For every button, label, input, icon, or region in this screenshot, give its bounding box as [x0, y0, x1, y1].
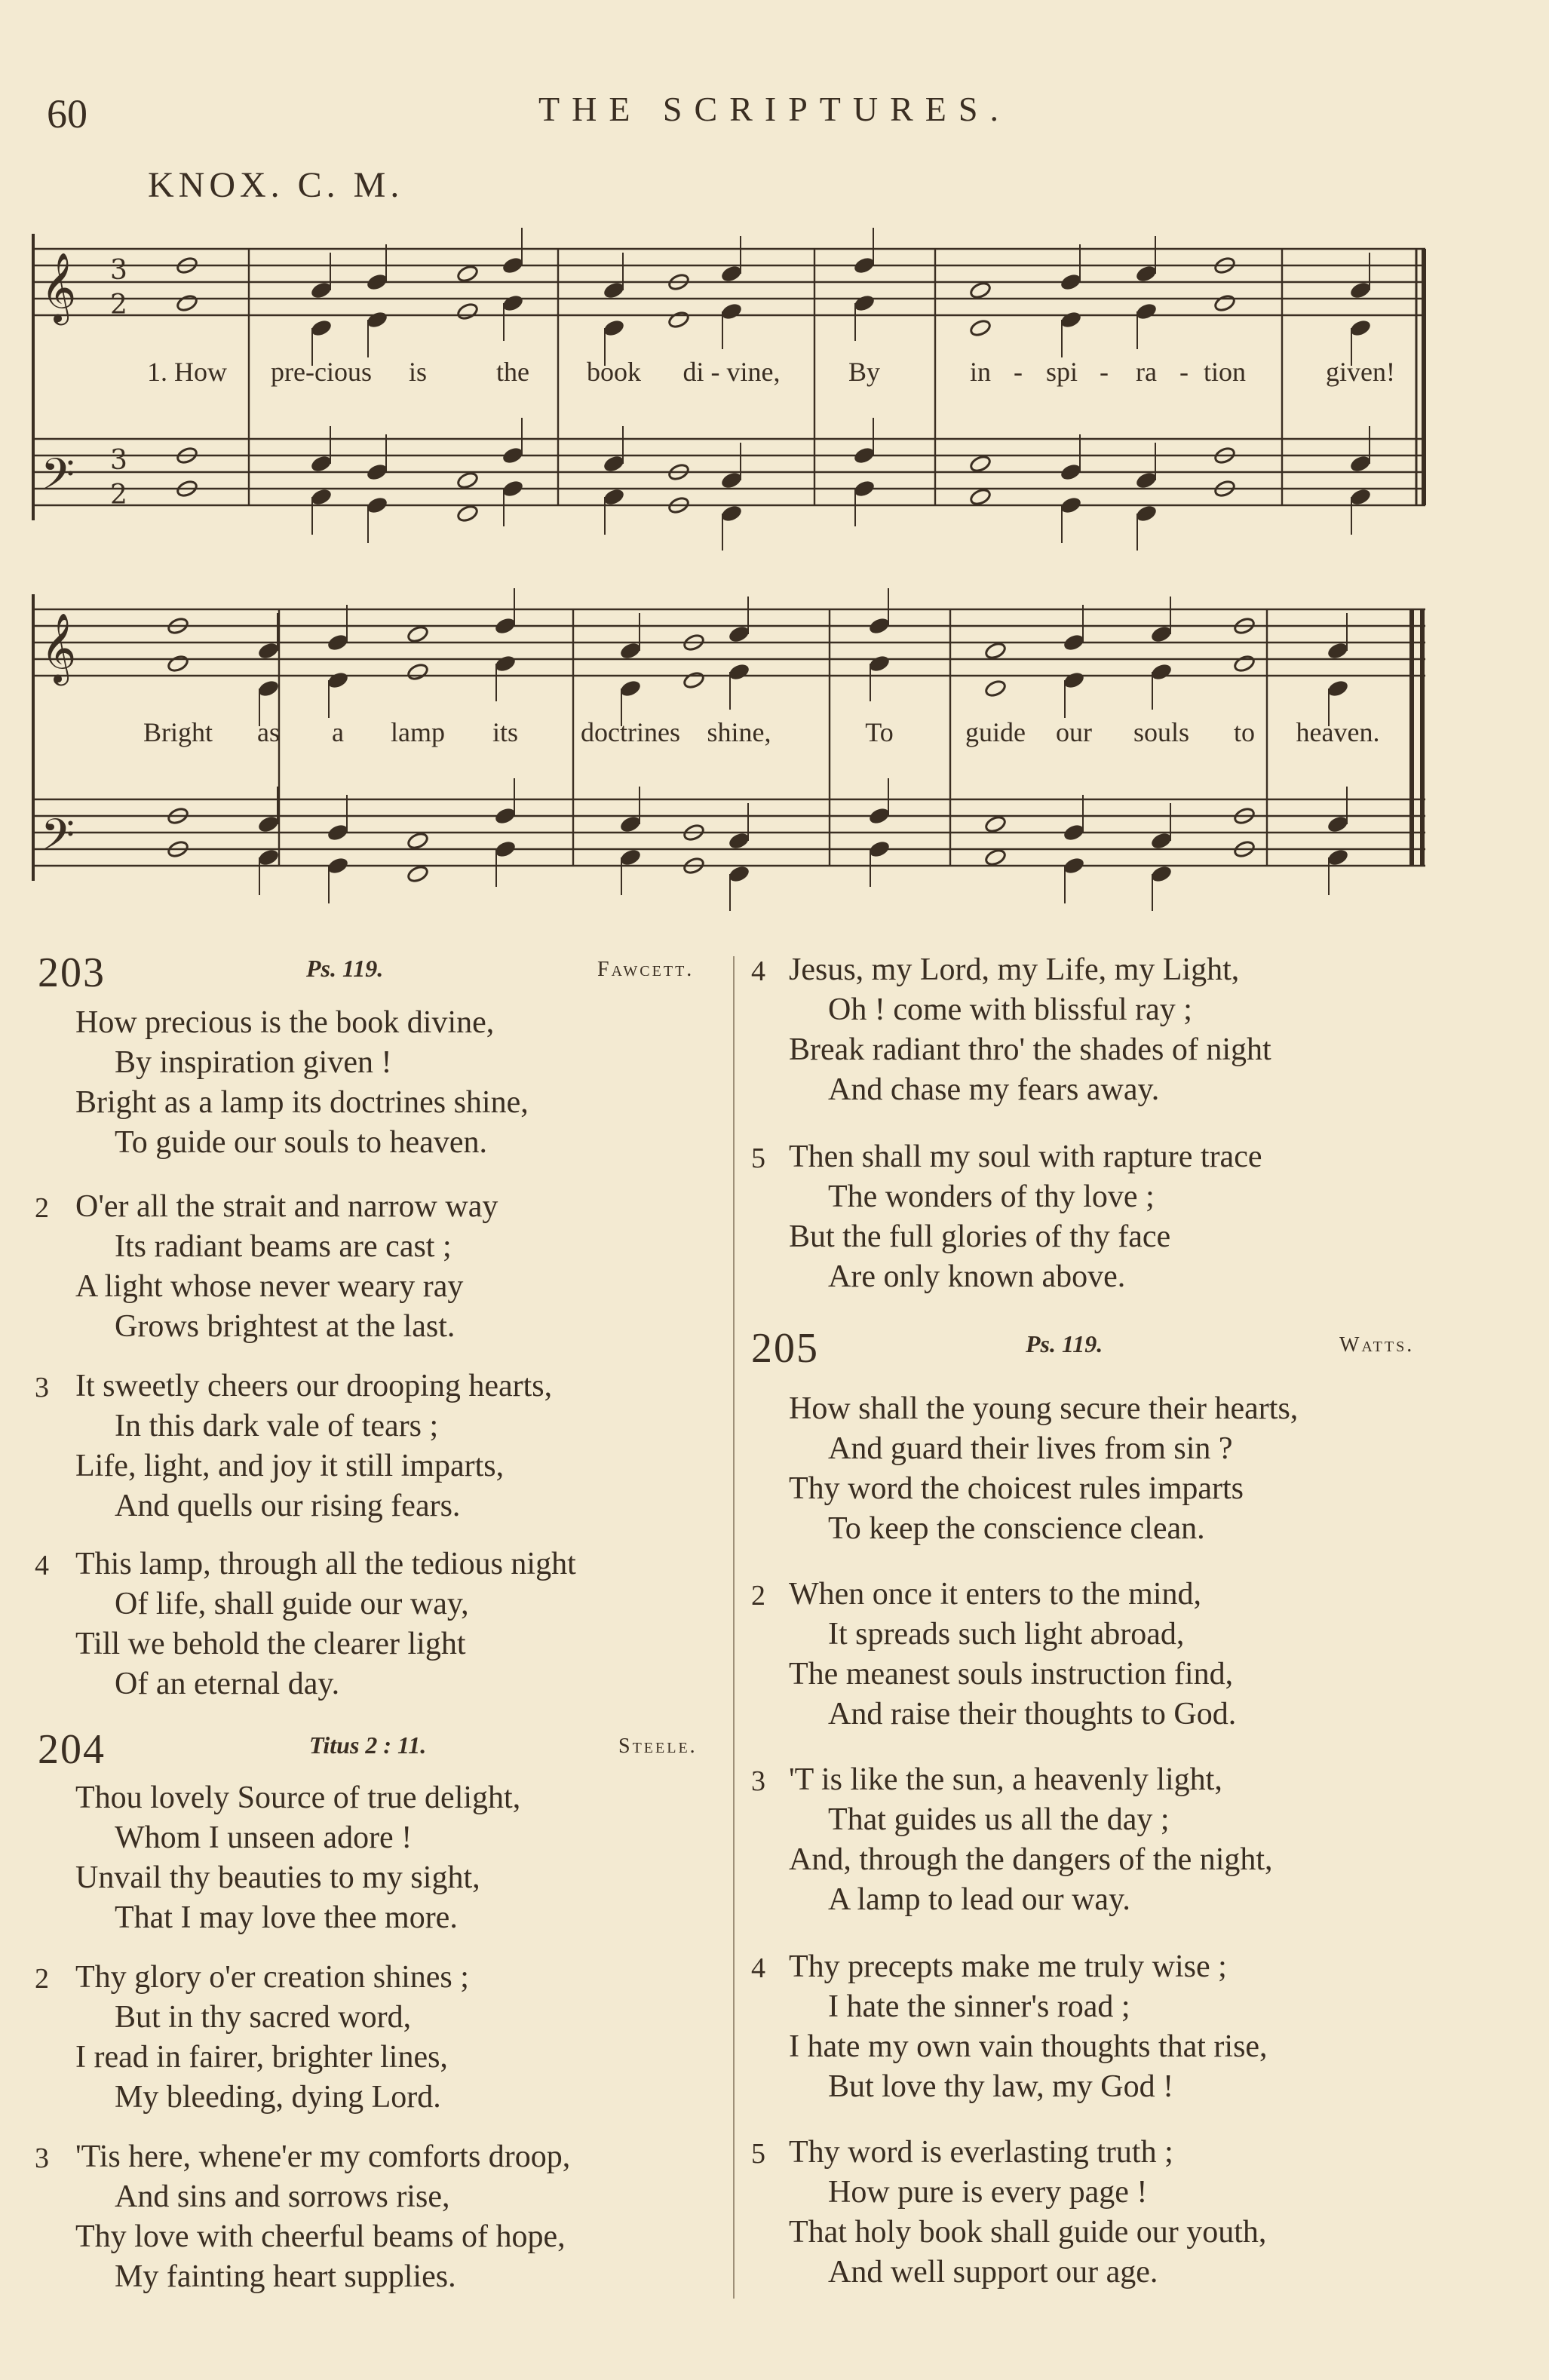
note-head — [603, 318, 625, 337]
stanza-line: Life, light, and joy it still imparts, — [75, 1449, 505, 1483]
note-head — [1063, 856, 1085, 875]
lyric-syllable: is — [408, 357, 428, 387]
note-head — [406, 662, 429, 681]
stanza-line: A lamp to lead our way. — [828, 1882, 1130, 1917]
note-head — [494, 616, 517, 635]
note-head — [720, 302, 743, 321]
note-head — [1060, 462, 1082, 481]
lyric-syllable: lamp — [391, 717, 445, 747]
hymn-author: Steele. — [618, 1734, 698, 1758]
stanza-line: That holy book shall guide our youth, — [789, 2215, 1267, 2250]
stanza-line: I hate the sinner's road ; — [828, 1989, 1130, 2024]
stanza-number: 4 — [751, 1952, 765, 1984]
lyric-syllable: book — [587, 357, 641, 387]
note-head — [1060, 310, 1082, 329]
note-head — [456, 504, 479, 523]
stanza — [789, 1947, 1268, 2107]
stanza — [789, 2133, 1266, 2293]
stanza-number: 5 — [751, 2138, 765, 2170]
note-head — [603, 281, 625, 299]
note-head — [1135, 264, 1158, 283]
stanza-line: Oh ! come with blissful ray ; — [828, 992, 1192, 1027]
stanza — [75, 1958, 469, 2118]
svg-text:3: 3 — [110, 445, 127, 476]
note-head — [667, 310, 690, 329]
hymn-author: Watts. — [1339, 1333, 1415, 1357]
hymn-reference: Ps. 119. — [306, 955, 384, 982]
lyric-syllable: - — [1014, 357, 1023, 387]
note-head — [257, 848, 280, 866]
time-signature-top: 3 — [110, 255, 127, 286]
note-head — [1135, 504, 1158, 523]
stanza — [789, 1389, 1298, 1549]
note-head — [494, 654, 517, 673]
note-head — [1349, 318, 1372, 337]
stanza-line: That guides us all the day ; — [828, 1802, 1170, 1837]
note-head — [969, 487, 992, 506]
stanza-line: The wonders of thy love ; — [828, 1179, 1155, 1214]
stanza — [75, 1003, 529, 1163]
note-head — [1150, 662, 1173, 681]
stanza-line: And raise their thoughts to God. — [828, 1697, 1237, 1731]
lyric-syllable: to — [1233, 717, 1256, 747]
stanza-line: Thy precepts make me truly wise ; — [789, 1949, 1227, 1984]
stanza-number: 2 — [751, 1580, 765, 1612]
stanza-line: To guide our souls to heaven. — [115, 1125, 487, 1160]
lyric-syllable: ra — [1136, 357, 1157, 387]
stanza — [75, 1778, 520, 1938]
note-head — [257, 814, 280, 833]
note-head — [619, 641, 642, 660]
stanza-line: This lamp, through all the tedious night — [75, 1547, 576, 1581]
tune-name: KNOX. C. M. — [148, 165, 404, 205]
note-head — [868, 654, 891, 673]
note-head — [1327, 848, 1349, 866]
lyric-syllable: - — [1179, 357, 1189, 387]
note-head — [720, 504, 743, 523]
lyric-syllable: doctrines — [581, 717, 680, 747]
stanza-line: It sweetly cheers our drooping hearts, — [75, 1369, 553, 1403]
note-head — [406, 864, 429, 883]
stanza-number: 3 — [35, 2142, 49, 2174]
note-head — [310, 487, 333, 506]
lyric-syllable: our — [1056, 717, 1092, 747]
stanza-number: 2 — [35, 1192, 49, 1224]
note-head — [456, 302, 479, 321]
stanza-line: 'Tis here, whene'er my comforts droop, — [75, 2139, 571, 2174]
svg-text:𝄞: 𝄞 — [41, 252, 77, 322]
page-number: 60 — [47, 91, 87, 136]
note-head — [1327, 814, 1349, 833]
note-head — [1349, 281, 1372, 299]
note-head — [456, 264, 479, 283]
stanza-line: And well support our age. — [828, 2255, 1158, 2290]
stanza-line: Unvail thy beauties to my sight, — [75, 1860, 480, 1895]
stanza-line: How pure is every page ! — [828, 2175, 1148, 2210]
note-head — [969, 281, 992, 299]
stanza-line: A light whose never weary ray — [75, 1269, 464, 1304]
note-head — [969, 318, 992, 337]
lyric-syllable: a — [332, 717, 344, 747]
note-head — [1060, 495, 1082, 514]
note-head — [1150, 831, 1173, 850]
note-head — [619, 814, 642, 833]
lyric-syllable: guide — [965, 717, 1026, 747]
stanza-line: That I may love thee more. — [115, 1900, 458, 1935]
note-head — [1063, 633, 1085, 652]
hymn-number: 204 — [38, 1726, 106, 1773]
lyric-syllable: By — [848, 357, 881, 387]
stanza-line: Of an eternal day. — [115, 1667, 340, 1701]
hymn-author: Fawcett. — [597, 958, 695, 981]
lyric-syllable: as — [257, 717, 280, 747]
hymn-reference: Ps. 119. — [1026, 1330, 1103, 1357]
note-head — [1135, 471, 1158, 489]
running-title: THE SCRIPTURES. — [538, 90, 1011, 128]
stanza-line: Thou lovely Source of true delight, — [75, 1780, 521, 1815]
stanza-line: In this dark vale of tears ; — [115, 1409, 439, 1443]
note-head — [1063, 823, 1085, 842]
stanza — [75, 2137, 570, 2297]
note-head — [853, 479, 876, 498]
lyric-syllable: the — [496, 357, 529, 387]
stanza-line: Thy word is everlasting truth ; — [789, 2135, 1173, 2170]
svg-text:𝄢: 𝄢 — [41, 449, 75, 511]
note-head — [868, 806, 891, 825]
note-head — [1063, 670, 1085, 689]
stanza-line: And chase my fears away. — [828, 1072, 1160, 1107]
hymn-number: 205 — [751, 1325, 819, 1372]
stanza-line: How shall the young secure their hearts, — [789, 1391, 1299, 1426]
note-head — [502, 446, 524, 465]
stanza-line: And quells our rising fears. — [115, 1489, 461, 1523]
stanza — [789, 1575, 1236, 1734]
stanza-line: The meanest souls instruction find, — [789, 1657, 1234, 1691]
lyric-syllable: souls — [1133, 717, 1190, 747]
note-head — [1349, 454, 1372, 473]
stanza-line: And, through the dangers of the night, — [789, 1842, 1273, 1877]
stanza-line: When once it enters to the mind, — [789, 1577, 1202, 1612]
note-head — [502, 293, 524, 312]
lyric-syllable: its — [492, 717, 519, 747]
stanza-line: I read in fairer, brighter lines, — [75, 2040, 448, 2075]
note-head — [327, 823, 349, 842]
stanza-line: But in thy sacred word, — [115, 2000, 412, 2035]
stanza — [789, 1760, 1273, 1920]
note-head — [502, 479, 524, 498]
note-head — [720, 471, 743, 489]
note-head — [984, 641, 1007, 660]
note-head — [984, 848, 1007, 866]
lyric-syllable: - — [1100, 357, 1109, 387]
note-head — [366, 462, 388, 481]
svg-text:𝄢: 𝄢 — [41, 809, 75, 871]
stanza-line: But love thy law, my God ! — [828, 2069, 1174, 2104]
stanza-line: Jesus, my Lord, my Life, my Light, — [789, 952, 1240, 987]
hymn-reference: Titus 2 : 11. — [309, 1731, 427, 1759]
stanza-line: Of life, shall guide our way, — [115, 1587, 469, 1621]
stanza — [75, 1187, 498, 1347]
note-head — [1349, 487, 1372, 506]
stanza-number: 4 — [751, 955, 765, 987]
lyric-syllable: in — [969, 357, 992, 387]
stanza-line: Then shall my soul with rapture trace — [789, 1139, 1262, 1174]
note-head — [1150, 864, 1173, 883]
note-head — [406, 831, 429, 850]
stanza-line: Break radiant thro' the shades of night — [789, 1032, 1271, 1067]
svg-text:2: 2 — [110, 480, 127, 511]
stanza-line: 'T is like the sun, a heavenly light, — [789, 1762, 1222, 1797]
note-head — [1213, 293, 1236, 312]
note-head — [853, 446, 876, 465]
stanza-line: Thy love with cheerful beams of hope, — [75, 2219, 566, 2254]
note-head — [853, 256, 876, 274]
lyric-syllable: given! — [1326, 357, 1395, 387]
column-divider — [733, 956, 735, 2299]
stanza-line: Are only known above. — [828, 1259, 1126, 1294]
stanza-number: 4 — [35, 1550, 49, 1581]
note-head — [603, 487, 625, 506]
lyric-syllable: pre-cious — [271, 357, 372, 387]
stanza — [75, 1544, 576, 1704]
stanza-line: To keep the conscience clean. — [828, 1511, 1205, 1546]
note-head — [728, 864, 750, 883]
note-head — [868, 616, 891, 635]
stanza-line: Its radiant beams are cast ; — [115, 1229, 452, 1264]
lyric-syllable: tion — [1203, 357, 1247, 387]
stanza-line: Bright as a lamp its doctrines shine, — [75, 1085, 529, 1120]
hymn-number: 203 — [38, 949, 106, 996]
note-head — [1135, 302, 1158, 321]
note-head — [619, 679, 642, 698]
stanza-line: Thy word the choicest rules imparts — [789, 1471, 1244, 1506]
stanza-line: Whom I unseen adore ! — [115, 1820, 413, 1855]
stanza-number: 3 — [751, 1765, 765, 1797]
note-head — [366, 495, 388, 514]
stanza-line: Thy glory o'er creation shines ; — [75, 1960, 469, 1995]
note-head — [406, 624, 429, 643]
note-head — [310, 454, 333, 473]
note-head — [327, 856, 349, 875]
stanza-number: 5 — [751, 1142, 765, 1174]
note-head — [456, 471, 479, 489]
lyric-syllable: spi — [1045, 357, 1078, 387]
note-head — [176, 293, 198, 312]
note-head — [868, 839, 891, 858]
stanza — [75, 1366, 552, 1526]
note-head — [1060, 272, 1082, 291]
stanza-line: And guard their lives from sin ? — [828, 1431, 1233, 1466]
note-head — [502, 256, 524, 274]
stanza — [789, 1137, 1262, 1297]
stanza-line: But the full glories of thy face — [789, 1219, 1171, 1254]
note-head — [619, 848, 642, 866]
note-head — [728, 662, 750, 681]
note-head — [969, 454, 992, 473]
stanza-line: I hate my own vain thoughts that rise, — [789, 2029, 1268, 2064]
note-head — [1233, 654, 1256, 673]
lyric-syllable: Bright — [143, 717, 213, 747]
note-head — [310, 281, 333, 299]
stanza-line: By inspiration given ! — [115, 1045, 392, 1080]
stanza-line: My bleeding, dying Lord. — [115, 2080, 441, 2115]
note-head — [720, 264, 743, 283]
note-head — [167, 654, 189, 673]
lyric-syllable: shine, — [707, 717, 771, 747]
note-head — [494, 806, 517, 825]
note-head — [327, 633, 349, 652]
note-head — [366, 310, 388, 329]
stanza — [789, 950, 1271, 1110]
stanza-line: And sins and sorrows rise, — [115, 2179, 450, 2214]
time-signature-bottom: 2 — [110, 290, 127, 321]
lyric-syllable: To — [865, 717, 894, 747]
note-head — [1327, 641, 1349, 660]
lyric-syllable: 1. How — [147, 357, 227, 387]
note-head — [366, 272, 388, 291]
note-head — [728, 624, 750, 643]
stanza-line: Till we behold the clearer light — [75, 1627, 466, 1661]
note-head — [327, 670, 349, 689]
music-system-2 — [30, 579, 1448, 911]
note-head — [984, 679, 1007, 698]
note-head — [853, 293, 876, 312]
note-head — [1327, 679, 1349, 698]
note-head — [257, 679, 280, 698]
stanza-line: Grows brightest at the last. — [115, 1309, 455, 1344]
stanza-line: My fainting heart supplies. — [115, 2259, 456, 2294]
lyric-syllable: di - vine, — [682, 357, 781, 387]
note-head — [984, 814, 1007, 833]
stanza-number: 3 — [35, 1372, 49, 1403]
stanza-line: It spreads such light abroad, — [828, 1617, 1185, 1652]
music-system-1 — [30, 219, 1448, 551]
note-head — [310, 318, 333, 337]
note-head — [494, 839, 517, 858]
note-head — [603, 454, 625, 473]
stanza-line: How precious is the book divine, — [75, 1005, 495, 1040]
stanza-number: 2 — [35, 1963, 49, 1995]
lyric-syllable: heaven. — [1296, 717, 1380, 747]
note-head — [682, 670, 705, 689]
note-head — [1150, 624, 1173, 643]
note-head — [257, 641, 280, 660]
note-head — [728, 831, 750, 850]
stanza-line: O'er all the strait and narrow way — [75, 1189, 498, 1224]
svg-text:𝄞: 𝄞 — [41, 612, 77, 682]
